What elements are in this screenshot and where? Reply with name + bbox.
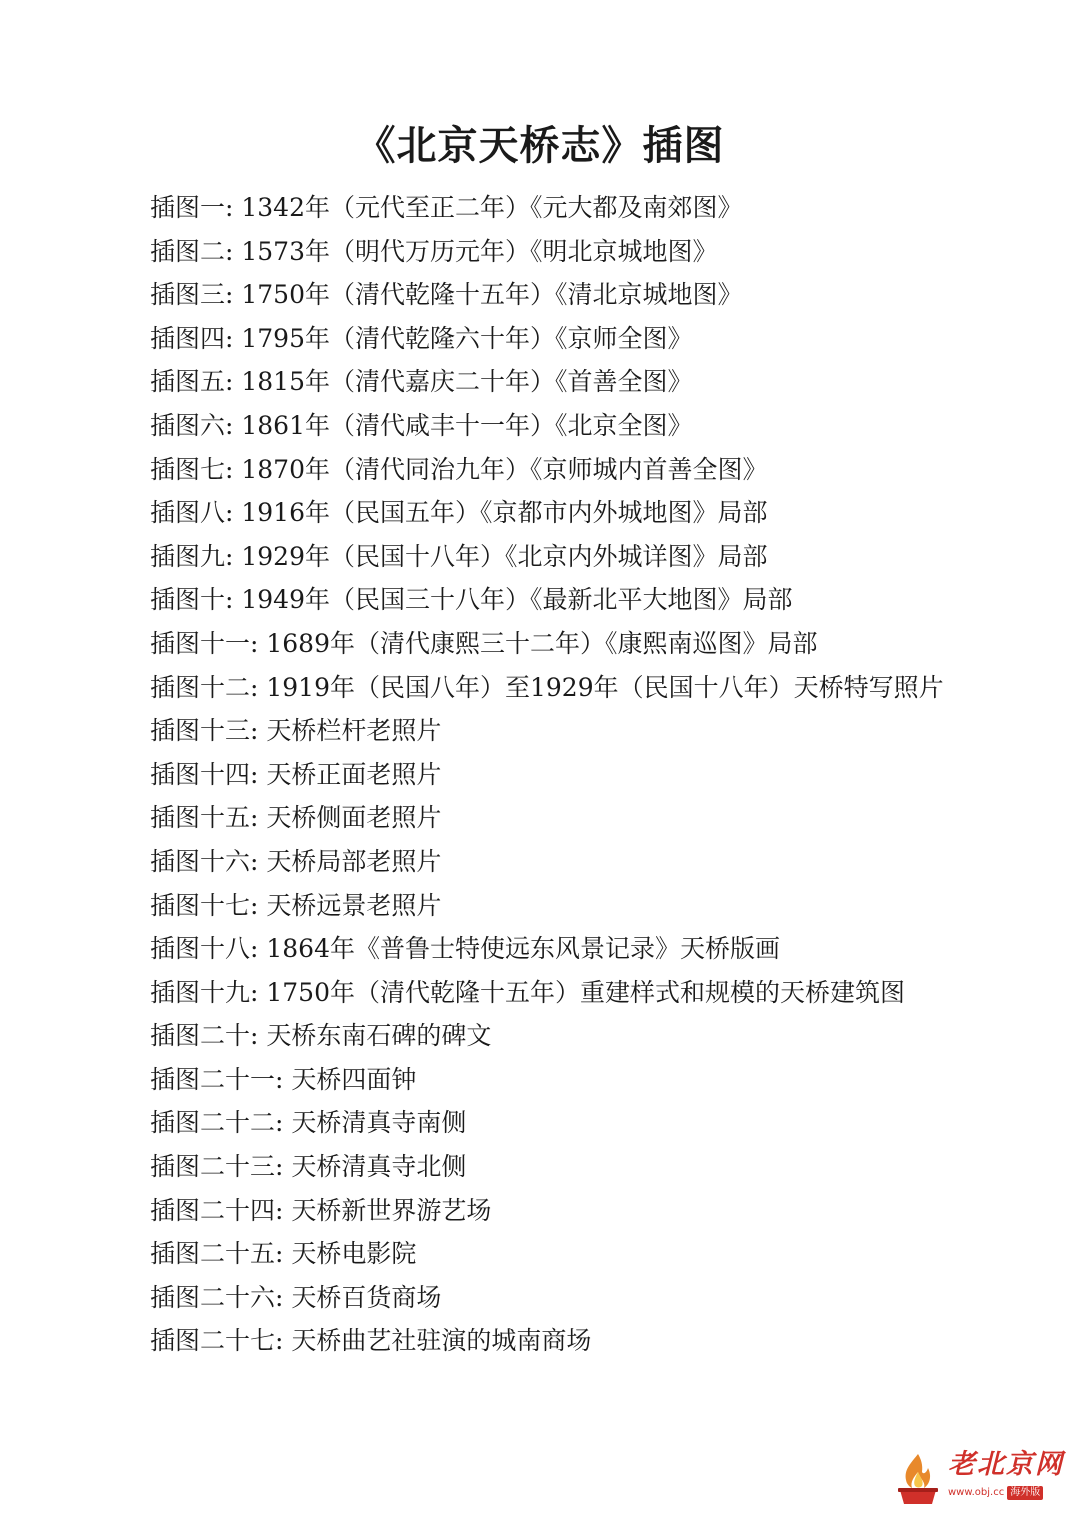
list-item: 插图十六: 天桥局部老照片 <box>150 846 442 876</box>
list-item: 插图九: 1929年（民国十八年）《北京内外城详图》局部 <box>150 541 768 571</box>
list-item: 插图十五: 天桥侧面老照片 <box>150 803 442 833</box>
list-item: 插图八: 1916年（民国五年）《京都市内外城地图》局部 <box>150 498 768 528</box>
list-item: 插图一: 1342年（元代至正二年）《元大都及南郊图》 <box>150 193 743 222</box>
list-item: 插图二十六: 天桥百货商场 <box>150 1282 442 1312</box>
list-item: 插图二: 1573年（明代万历元年）《明北京城地图》 <box>150 236 718 266</box>
list-item: 插图三: 1750年（清代乾隆十五年）《清北京城地图》 <box>150 280 743 310</box>
list-item: 插图二十一: 天桥四面钟 <box>150 1064 417 1094</box>
list-item: 插图七: 1870年（清代同治九年）《京师城内首善全图》 <box>150 454 768 484</box>
page-title: 《北京天桥志》插图 <box>355 122 725 169</box>
list-item: 插图二十: 天桥东南石碑的碑文 <box>150 1021 492 1051</box>
list-item: 插图十一: 1689年（清代康熙三十二年）《康熙南巡图》局部 <box>150 628 818 658</box>
flame-logo-icon <box>896 1452 940 1506</box>
list-item: 插图二十二: 天桥清真寺南侧 <box>150 1108 467 1138</box>
list-item: 插图十四: 天桥正面老照片 <box>150 759 442 789</box>
watermark-url-text: www.obj.cc <box>948 1487 1005 1498</box>
watermark-url <box>948 1486 1043 1500</box>
list-item: 插图十九: 1750年（清代乾隆十五年）重建样式和规模的天桥建筑图 <box>150 977 905 1007</box>
list-item: 插图二十三: 天桥清真寺北侧 <box>150 1152 467 1182</box>
watermark-brand: 老北京网 <box>948 1449 1064 1480</box>
list-item: 插图十: 1949年（民国三十八年）《最新北平大地图》局部 <box>150 585 793 615</box>
list-item: 插图二十四: 天桥新世界游艺场 <box>150 1195 492 1225</box>
list-item: 插图十二: 1919年（民国八年）至1929年（民国十八年）天桥特写照片 <box>150 672 944 702</box>
list-item: 插图六: 1861年（清代咸丰十一年）《北京全图》 <box>150 410 693 440</box>
watermark-tag: 海外版 <box>1007 1486 1043 1500</box>
list-item: 插图二十七: 天桥曲艺社驻演的城南商场 <box>150 1326 592 1356</box>
list-item: 插图十三: 天桥栏杆老照片 <box>150 716 442 746</box>
list-item: 插图十八: 1864年《普鲁士特使远东风景记录》天桥版画 <box>150 934 780 964</box>
site-watermark <box>896 1448 1062 1510</box>
list-item: 插图五: 1815年（清代嘉庆二十年）《首善全图》 <box>150 367 693 397</box>
illustration-list <box>150 186 1030 1363</box>
list-item: 插图四: 1795年（清代乾隆六十年）《京师全图》 <box>150 323 693 353</box>
list-item: 插图十七: 天桥远景老照片 <box>150 890 442 920</box>
list-item: 插图二十五: 天桥电影院 <box>150 1239 417 1269</box>
